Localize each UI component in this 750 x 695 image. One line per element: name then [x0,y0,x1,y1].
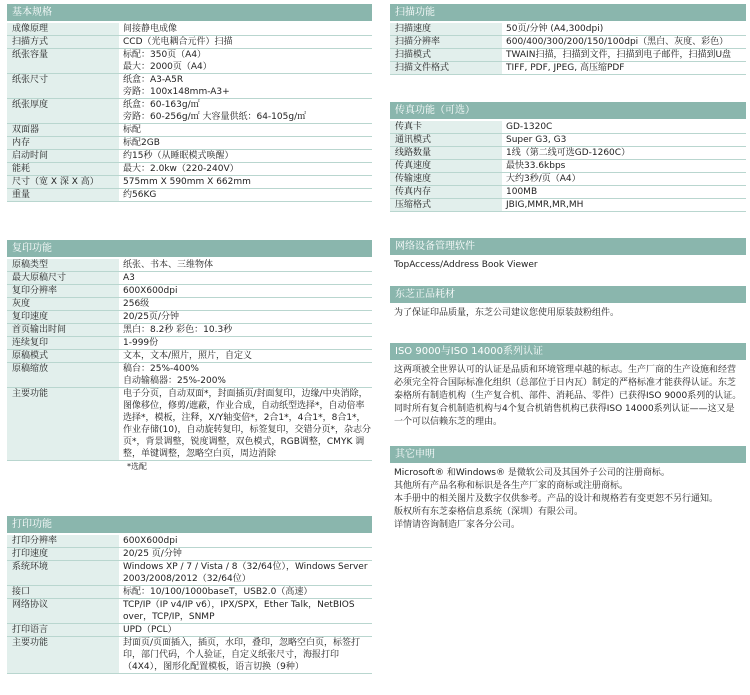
spec-row [7,388,372,461]
spec-value: 黑白：8.2秒 彩色：10.3秒 [123,325,233,335]
section-title: 东芝正品耗材 [390,286,746,303]
spec-value: 50页/分钟 (A4,300dpi) [506,24,604,34]
spec-row [390,23,746,36]
spec-value: TWAIN扫描，扫描到文件，扫描到电子邮件，扫描到U盘 [506,50,732,60]
section-text: 这两项被全世界认可的认证是品质和环境管理卓越的标志。生产厂商的生产设施和经营必须完全符合国际标准化组织（总部位于日内瓦）制定的严格标准才能获得认证。东芝泰格所有制造机构（生产复合机、部件、消耗品、零件）已获得ISO 9000系列的认证。同时所有复合机制造机构与4个复合机销售机构已获得ISO 14000系列认证——这又是一个可以信赖东芝的理由。 [394,365,742,427]
spec-label: 纸张尺寸 [7,74,119,98]
spec-value: 封面页/页面插入，插页，水印，叠印，忽略空白页，标签打印，部门代码，个人验证，自定义纸张尺寸，海报打印（4X4），图形化配置模板，语言切换（9种） [123,638,361,672]
section-left-1 [7,240,372,473]
section-right-0 [390,4,746,75]
spec-label: 压缩格式 [390,199,502,211]
section-title: 复印功能 [7,240,372,257]
spec-row [390,134,746,147]
spec-label: 纸张厚度 [7,99,119,123]
spec-label: 传真卡 [390,121,502,133]
spec-row [7,137,372,150]
spec-value: 600X600dpi [123,286,178,296]
spec-label: 传真速度 [390,160,502,172]
section-right-4 [390,343,746,431]
spec-label: 最大原稿尺寸 [7,272,119,284]
spec-label: 接口 [7,586,119,598]
spec-label: 首页输出时间 [7,324,119,336]
spec-row [7,189,372,202]
spec-label: 扫描分辨率 [390,36,502,48]
spec-row [390,173,746,186]
spec-value: 575mm X 590mm X 662mm [123,177,251,187]
spec-value: 稿台：25%-400% 自动输稿器：25%-200% [123,364,226,386]
spec-row [7,272,372,285]
spec-value: 1-999份 [123,338,159,348]
spec-row [7,49,372,74]
spec-label: 复印速度 [7,311,119,323]
spec-value: TCP/IP（IP v4/IP v6），IPX/SPX，Ether Talk，NetBIOS over，TCP/IP，SNMP [123,600,355,622]
section-right-2 [390,238,746,274]
spec-label: 启动时间 [7,150,119,162]
spec-row [7,637,372,674]
spec-row [390,62,746,75]
spec-row [7,285,372,298]
section-title: 基本规格 [7,4,372,21]
spec-label: 打印分辨率 [7,535,119,547]
spec-label: 尺寸（宽 X 深 X 高） [7,176,119,188]
spec-row [390,147,746,160]
section-title: 打印功能 [7,516,372,533]
spec-row [390,36,746,49]
spec-value: Windows XP / 7 / Vista / 8（32/64位），Windows Server 2003/2008/2012（32/64位） [123,562,368,584]
spec-label: 打印语言 [7,624,119,636]
spec-label: 通讯模式 [390,134,502,146]
spec-value: 约56KG [123,190,157,200]
section-title: 扫描功能 [390,4,746,21]
spec-label: 传真内存 [390,186,502,198]
spec-row [7,337,372,350]
spec-value: 600X600dpi [123,536,178,546]
spec-value: 256级 [123,299,150,309]
spec-value: 最快33.6kbps [506,161,566,171]
spec-row [7,548,372,561]
spec-row [7,176,372,189]
spec-value: 约15秒（从睡眠模式唤醒） [123,151,234,161]
spec-row [7,298,372,311]
spec-label: 网络协议 [7,599,119,623]
spec-value: 纸盒：60-163g/㎡ 旁路：60-256g/㎡ 大容量供纸：64-105g/㎡ [123,100,307,122]
spec-row [7,561,372,586]
spec-value: 文本，文本/照片，照片，自定义 [123,351,253,361]
spec-value: A3 [123,273,135,283]
spec-label: 纸张容量 [7,49,119,73]
spec-value: 标配2GB [123,138,160,148]
spec-label: 双面器 [7,124,119,136]
section-title: 其它申明 [390,446,746,463]
spec-row [7,363,372,388]
spec-row [7,74,372,99]
spec-row [7,124,372,137]
spec-value: 20/25 页/分钟 [123,549,182,559]
spec-row [7,99,372,124]
spec-value: 标配：10/100/1000baseT，USB2.0（高速） [123,587,313,597]
section-right-1 [390,102,746,212]
spec-label: 能耗 [7,163,119,175]
spec-row [7,259,372,272]
spec-value: 大约3秒/页（A4） [506,174,581,184]
spec-value: 最大：2.0kw（220-240V） [123,164,239,174]
section-left-2 [7,516,372,674]
spec-row [390,121,746,134]
spec-value: CCD（光电耦合元件）扫描 [123,37,233,47]
spec-row [390,160,746,173]
spec-label: 成像原理 [7,23,119,35]
spec-row [7,586,372,599]
spec-label: 扫描速度 [390,23,502,35]
spec-row [7,599,372,624]
spec-value: Super G3, G3 [506,135,567,145]
spec-label: 扫描模式 [390,49,502,61]
spec-label: 连续复印 [7,337,119,349]
spec-row [7,163,372,176]
spec-value: GD-1320C [506,122,553,132]
spec-row [7,324,372,337]
spec-row [390,199,746,212]
spec-row [7,150,372,163]
spec-label: 重量 [7,189,119,201]
footnote: *选配 [127,462,147,471]
spec-value: TIFF, PDF, JPEG, 高压缩PDF [506,63,625,73]
spec-value: 1线（第二线可选GD-1260C） [506,148,631,158]
spec-value: 电子分页，自动双面*，封面插页/封面复印，边缘/中央消除，图像移位，修剪/遮蔽，作业合成，自动纸型选择*，自动倍率选择*，模板，注释，X/Y轴变倍*，2合1*，4合1*，8合1*，作业存储(10)，自动旋转复印，标签复印，交错分页*，杂志分页*，背景调整，锐度调整，双色模式，RGB调整，CMYK 调整，单键调整，忽略空白页，周边消除 [123,389,371,459]
spec-label: 内存 [7,137,119,149]
spec-label: 系统环境 [7,561,119,585]
spec-row [7,36,372,49]
spec-label: 原稿模式 [7,350,119,362]
spec-label: 原稿缩放 [7,363,119,387]
section-text: TopAccess/Address Book Viewer [394,260,538,270]
spec-value: 100MB [506,187,538,197]
section-title: ISO 9000与ISO 14000系列认证 [390,343,746,360]
spec-row [390,186,746,199]
spec-label: 扫描文件格式 [390,62,502,74]
spec-label: 打印速度 [7,548,119,560]
spec-value: 标配：350页（A4） 最大：2000页（A4） [123,50,212,72]
spec-value: 纸张、书本、三维物体 [123,260,214,270]
spec-value: UPD（PCL） [123,625,177,635]
spec-row [7,350,372,363]
spec-row [7,23,372,36]
section-right-5 [390,446,746,534]
spec-label: 主要功能 [7,388,119,460]
spec-label: 灰度 [7,298,119,310]
spec-label: 复印分辨率 [7,285,119,297]
spec-value: 间接静电成像 [123,24,178,34]
section-left-0 [7,4,372,202]
section-title: 网络设备管理软件 [390,238,746,255]
spec-value: JBIG,MMR,MR,MH [506,200,584,210]
spec-label: 传输速度 [390,173,502,185]
spec-label: 扫描方式 [7,36,119,48]
spec-value: 纸盒：A3-A5R 旁路：100x148mm-A3+ [123,75,230,97]
spec-value: 20/25页/分钟 [123,312,179,322]
spec-row [390,49,746,62]
section-text: Microsoft® 和Windows® 是微软公司及其国外子公司的注册商标。 其他所有产品名称和标识是各生产厂家的商标或注册商标。 本手册中的相关图片及数字仅供参考。产品的设计和规格若有变更恕不另行通知。 版权所有东芝泰格信息系统（深圳）有限公司。 详情请咨询制造厂家各分公司。 [394,468,719,530]
spec-value: 标配 [123,125,142,135]
section-right-3 [390,286,746,322]
spec-row [7,311,372,324]
spec-label: 主要功能 [7,637,119,673]
spec-label: 原稿类型 [7,259,119,271]
spec-row [7,535,372,548]
spec-label: 线路数量 [390,147,502,159]
section-title: 传真功能（可选） [390,102,746,119]
section-text: 为了保证印品质量，东芝公司建议您使用原装鼓粉组件。 [394,308,620,318]
spec-value: 600/400/300/200/150/100dpi（黑白、灰度、彩色） [506,37,729,47]
spec-row [7,624,372,637]
